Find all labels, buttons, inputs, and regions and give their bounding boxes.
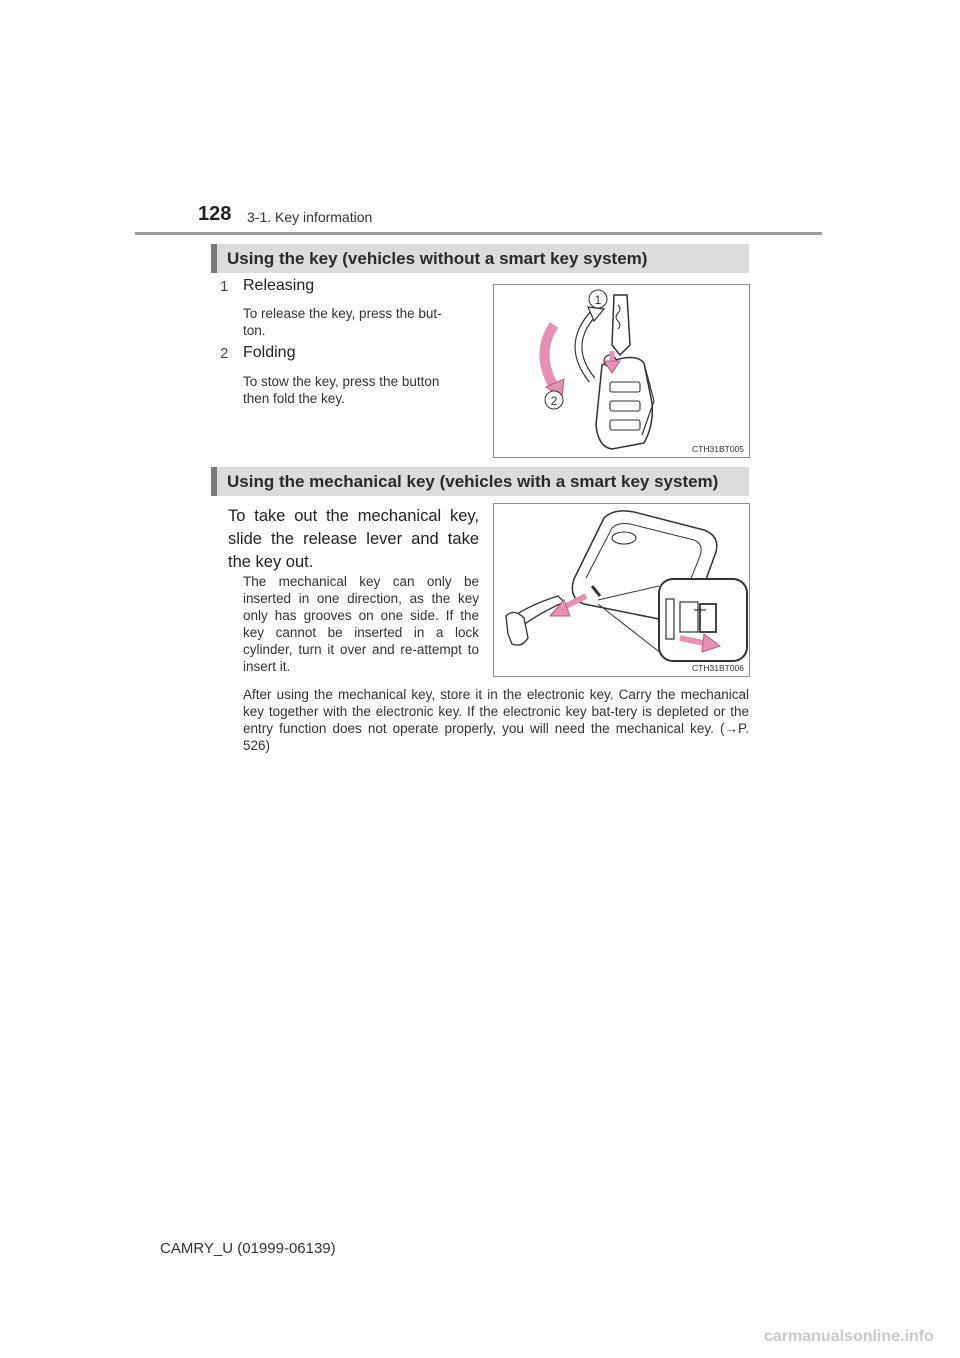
section-heading-key: Using the key (vehicles without a smart key system): [211, 244, 749, 273]
figure-flip-key: [493, 284, 750, 458]
after-text: After using the mechanical key, store it in the electronic key. Carry the mechanical key together with the electronic key. If the electronic key bat-tery is depleted or the entry function does not operate properly, you will need the mechanical key. (→P. 526): [243, 687, 749, 753]
item-title-releasing: Releasing: [243, 277, 315, 294]
lead-text: To take out the mechanical key, slide the release lever and take the key out.: [228, 507, 479, 571]
figure-code: CTH31BT005: [692, 444, 744, 454]
item-title-folding: Folding: [243, 344, 296, 361]
smart-key-illustration: [494, 504, 749, 676]
watermark: carmanualsonline.info: [764, 1328, 934, 1345]
page-number: 128: [198, 203, 232, 225]
callout-2: 2: [550, 394, 558, 408]
header-rule: [135, 232, 822, 235]
note-text: The mechanical key can only be inserted in one direction, as the key only has grooves on one side. If the key cannot be inserted in a lock cylinder, turn it over and re-attempt to insert it.: [243, 574, 479, 674]
section-title: 3-1. Key information: [247, 209, 373, 225]
step-marker-2: 2: [220, 345, 229, 362]
flip-key-illustration: [494, 285, 749, 457]
document-id: CAMRY_U (01999-06139): [160, 1240, 336, 1257]
figure-code: CTH31BT006: [692, 663, 744, 673]
step-marker-1: 1: [220, 278, 229, 295]
item-text-folding: To stow the key, press the button then fold the key.: [243, 374, 440, 406]
callout-1: 1: [594, 293, 602, 307]
section-heading-mechanical-key: Using the mechanical key (vehicles with a smart key system): [211, 467, 749, 496]
item-text-releasing: To release the key, press the but- ton.: [243, 306, 442, 338]
figure-smart-key: [493, 503, 750, 677]
